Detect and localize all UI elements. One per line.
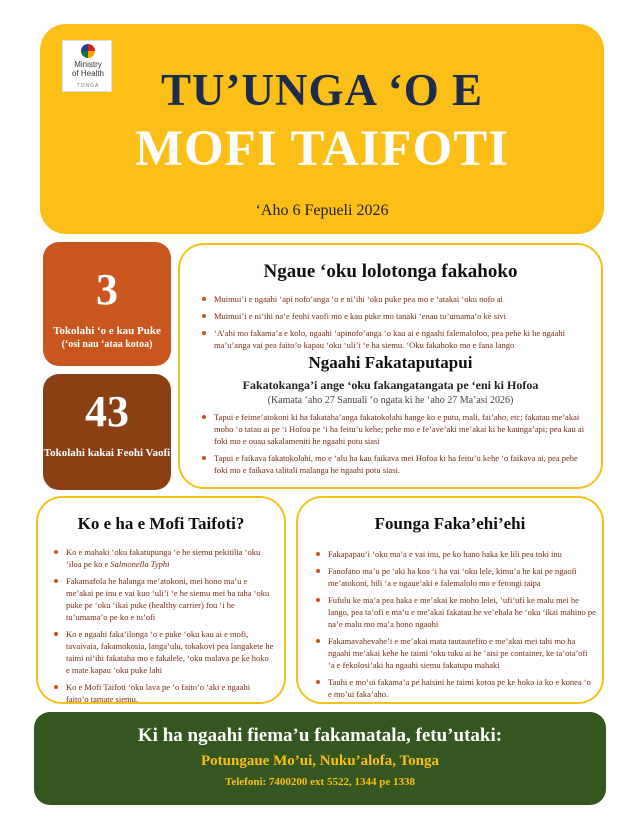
- crest-icon: [81, 44, 95, 58]
- list-item: Tapui e faikava fakatokolahi, mo e ‘alu ha kau faikava mei Hofoa ki ha feitu’u kehe ‘o faikava ai, pea pehe foki mo e faikava talitali malanga he ngaahi potu siasi.: [200, 452, 585, 476]
- list-item: Fufulu ke ma’a pea haka e me’akai ke moho lelei, ‘ufi’ufi ke malu mei he lango, pea ta’ofi e ma’u e me’akai fakatau he ve’ehala he ‘oku ‘ikai mahino pe na’e malu mo ma’a hono ngaohi: [314, 594, 596, 630]
- stat-cases: [43, 242, 171, 366]
- list-item: Fanofano ma’u pe ‘aki ha koa ‘i ha vai ‘oku lele, kimu’a he kai pe ngaofi me’atokoni, hili ‘a e ngaue’aki e falemalolo mo e fetongi taipa: [314, 565, 596, 589]
- what-is-heading: Ko e ha e Mofi Taifoti?: [77, 514, 245, 533]
- logo-country: TONGA: [76, 83, 100, 89]
- ongoing-heading: Ngaue ‘oku lolotonga fakahoko: [263, 261, 518, 282]
- what-is-panel: [36, 496, 286, 704]
- page-title-line1: TU’UNGA ‘O E: [160, 65, 483, 115]
- ongoing-work-panel: [178, 243, 603, 489]
- list-item: Fakamavahevahe’i e me’akai mata tautautefito e me’akai mei tahi mo ha ngaahi me’akai kehe he taimi ‘oku tuku ai he ‘aisi pe container, ke ta’ota’ofi ‘a e fekolosi’aki ha ngaahi siemu fakatupu mahaki: [314, 635, 596, 671]
- stat-cases-label: Tokolahi ‘o e kau Puke: [53, 325, 161, 337]
- contact-heading: Ki ha ngaahi fiema’u fakamatala, fetu’utaki:: [137, 725, 503, 746]
- list-item: Muimui’i e ni’ihi na’e feohi vaofi mo e kau puke mo tanaki ‘enau tu’umama’o ke sivi: [200, 310, 585, 322]
- list-item: Ko e Mofi Taifoti ‘oku lava pe ‘o faito’o ‘aki e ngaahi faito’o tamate siemu.: [52, 681, 274, 705]
- list-item: Ko e mahaki ‘oku fakatupunga ‘e he siemu pekitilia ‘oku ‘iloa pe ko e Salmonella Typhi: [52, 546, 274, 570]
- contact-org: Potungaue Mo’ui, Nuku’alofa, Tonga: [201, 753, 439, 769]
- list-item: Tauhi e mo’ui fakama’a pe haisini he taimi kotoa pe ke hoko ia ko e konea ‘o e mo’ui faka’aho.: [314, 676, 596, 700]
- list-item: ‘A’ahi mo fakama’a e kolo, ngaahi ‘apinofo’anga ‘o kau ai e ngaahi falemaloloo, pea pehe ki he ngaahi ma’u’anga vai pea faito’o kapau ‘oku ‘uli’i ‘e ha siemu. ‘Oku fakahoko mo e fana lango: [200, 327, 585, 351]
- restrictions-dates: (Kamata ‘aho 27 Sanuali ‘o ngata ki he ‘aho 27 Ma’asi 2026): [267, 395, 514, 406]
- prevention-list: [314, 548, 596, 705]
- logo-text: Ministry of Health: [71, 60, 105, 78]
- ongoing-list: [200, 293, 585, 356]
- page-title-line2: MOFI TAIFOTI: [134, 121, 510, 177]
- header-banner: [40, 24, 604, 234]
- prevention-heading: Founga Faka’ehi’ehi: [374, 514, 526, 533]
- restrictions-list: [200, 411, 585, 481]
- stat-contacts-label: Tokolahi kakai Feohi Vaofi: [43, 447, 171, 459]
- stat-contacts-number: 43: [85, 387, 129, 436]
- contact-footer: [34, 712, 606, 805]
- list-item: Muimui’i e ngaahi ‘api nofo’anga ‘o e ni’ihi ‘oku puke pea mo e ‘atakai ‘oku nofo ai: [200, 293, 585, 305]
- list-item: Fakamafola he halanga me’atokoni, mei hono ma’u e me’akai pe inu e vai kuo ‘uli’i ‘e he siemu mei ha taha ‘oku puke pe ‘oku ‘ikai puke (healthy carrier) fou ‘i he tu’umama’o pe ko e tu’ofi: [52, 575, 274, 623]
- pathogen-name: Salmonella Typhi: [110, 559, 170, 569]
- stat-cases-number: 3: [96, 265, 118, 314]
- restrictions-heading: Ngaahi Fakataputapui: [308, 353, 473, 372]
- report-date: ‘Aho 6 Fepueli 2026: [255, 202, 389, 219]
- list-item: Ko e ngaahi faka’ilonga ‘o e puke ‘oku kau ai e mofi, tavaivaia, fakamokosia, langa’ulu, tokakovi pea langakete he taimi ni’ihi fakataha mo e fakalele, ‘oku malava pe ke hoko e mate kapau ‘oku puke lahi: [52, 628, 274, 676]
- what-is-list: [52, 546, 274, 710]
- stat-contacts: [43, 374, 171, 490]
- stat-cases-note: (‘osi nau ‘ataa kotoa): [61, 339, 153, 350]
- prevention-panel: [296, 496, 604, 704]
- list-item: Fakapapau’i ‘oku ma’a e vai inu, pe ko hano haka ke lili pea toki inu: [314, 548, 596, 560]
- list-item: Tapui e feime’atokoni ki ha fakataha’anga fakatokolahi hange ko e putu, mali, fai’aho, etc; fakatau me’akai moho ‘o tatau ai pe ‘i Hofoa pe ‘i ha feitu’u kehe; pehe mo e fe’ave’aki me’akai ki he kaunga’api; pea kau ai foki mo e ouau sakalameniti he ngaahi potu siasi: [200, 411, 585, 447]
- restrictions-subheading: Fakatokanga’i ange ‘oku fakangatangata pe ‘eni ki Hofoa: [242, 378, 539, 392]
- contact-phone: Telefoni: 7400200 ext 5522, 1344 pe 1338: [225, 776, 415, 788]
